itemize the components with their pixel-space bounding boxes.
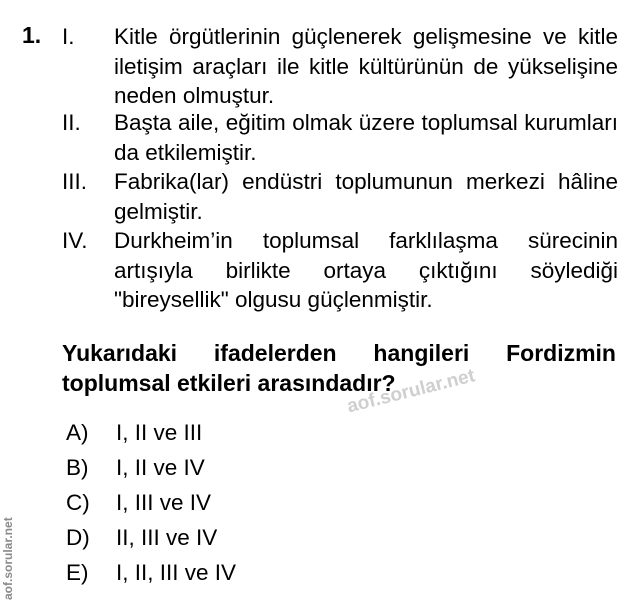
option-letter: E) — [66, 560, 89, 585]
question-number: 1. — [22, 22, 42, 48]
statement-numeral: III. — [62, 169, 88, 194]
statement-numeral: IV. — [62, 228, 88, 253]
statement-2 — [62, 108, 618, 168]
option-text: II, III ve IV — [116, 525, 218, 550]
question-prompt: Yukarıdaki ifadelerden hangileri Fordizmin toplumsal etkileri arasındadır? — [62, 340, 616, 396]
option-e[interactable] — [66, 558, 236, 588]
option-a[interactable] — [66, 418, 202, 448]
option-letter: D) — [66, 525, 90, 550]
option-text: I, II ve III — [116, 420, 203, 445]
option-b[interactable] — [66, 453, 205, 483]
option-text: I, III ve IV — [116, 490, 212, 515]
option-letter: C) — [66, 490, 90, 515]
statement-3 — [62, 167, 618, 227]
statement-4 — [62, 226, 618, 316]
statement-text: Kitle örgütlerinin güçlenerek gelişmesine ve kitle iletişim araçları ile kitle kültürünün de yükselişine neden olmuştur. — [114, 24, 618, 108]
option-text: I, II ve IV — [116, 455, 205, 480]
option-text: I, II, III ve IV — [116, 560, 237, 585]
watermark-center: aof.sorular.net — [345, 365, 478, 418]
watermark-side: aof.sorular.net — [1, 517, 15, 600]
option-letter: B) — [66, 455, 89, 480]
option-letter: A) — [66, 420, 89, 445]
statement-numeral: II. — [62, 110, 81, 135]
option-d[interactable] — [66, 523, 217, 553]
statement-text: Durkheim’in toplumsal farklılaşma sürecinin artışıyla birlikte ortaya çıktığını söylediği "bireysellik" olgusu güçlenmiştir. — [114, 228, 618, 312]
statement-1 — [62, 22, 618, 112]
statement-text: Fabrika(lar) endüstri toplumunun merkezi hâline gelmiştir. — [114, 169, 618, 224]
statement-text: Başta aile, eğitim olmak üzere toplumsal kurumları da etkilemiştir. — [114, 110, 618, 165]
statement-numeral: I. — [62, 24, 75, 49]
option-c[interactable] — [66, 488, 211, 518]
